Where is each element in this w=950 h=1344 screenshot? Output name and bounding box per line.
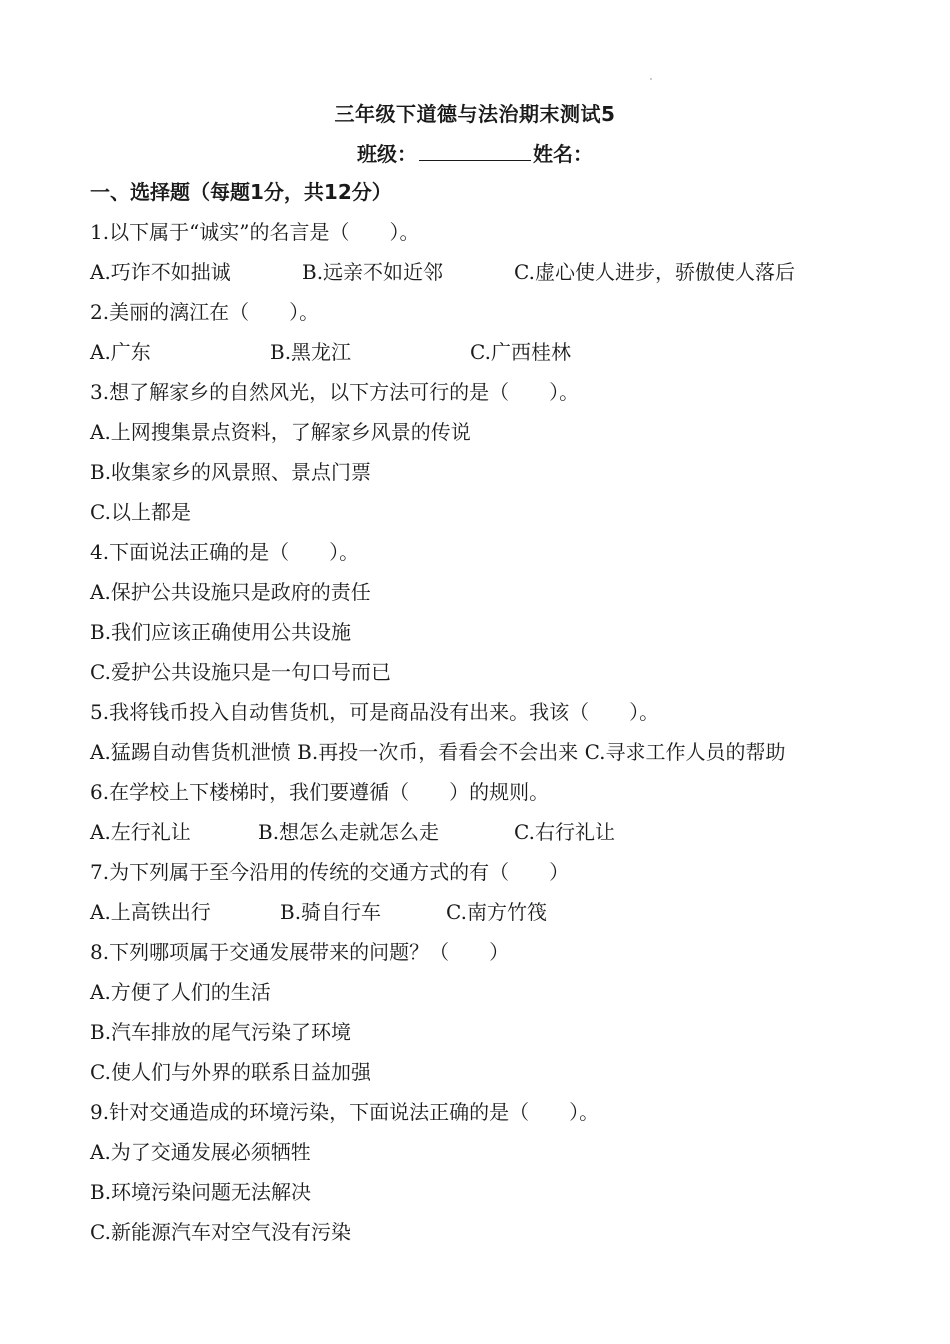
class-blank[interactable] [419,140,531,161]
q8-option-a[interactable]: A.方便了人们的生活 [90,980,271,1004]
q3-option-b[interactable]: B.收集家乡的风景照、景点门票 [90,460,372,484]
q8-option-c[interactable]: C.使人们与外界的联系日益加强 [90,1060,371,1084]
q6-option-b[interactable]: B.想怎么走就怎么走 [258,820,440,844]
q4-option-c[interactable]: C.爱护公共设施只是一句口号而已 [90,660,391,684]
q2-option-c[interactable]: C.广西桂林 [470,340,571,364]
q7-option-c[interactable]: C.南方竹筏 [446,900,547,924]
question-9-stem: 9.针对交通造成的环境污染，下面说法正确的是（ ）。 [90,1100,600,1124]
q8-option-b[interactable]: B.汽车排放的尾气污染了环境 [90,1020,352,1044]
question-8-stem: 8.下列哪项属于交通发展带来的问题？（ ） [90,940,510,964]
question-5-stem: 5.我将钱币投入自动售货机，可是商品没有出来。我该（ ）。 [90,700,660,724]
question-7-stem: 7.为下列属于至今沿用的传统的交通方式的有（ ） [90,860,570,884]
question-list [90,218,890,1258]
q7-option-b[interactable]: B.骑自行车 [280,900,382,924]
q7-option-a[interactable]: A.上高铁出行 [90,900,211,924]
question-4-stem: 4.下面说法正确的是（ ）。 [90,540,360,564]
q9-option-c[interactable]: C.新能源汽车对空气没有污染 [90,1220,351,1244]
q4-option-b[interactable]: B.我们应该正确使用公共设施 [90,620,352,644]
q9-option-b[interactable]: B.环境污染问题无法解决 [90,1180,312,1204]
question-7-options [90,898,890,938]
question-6-options [90,818,890,858]
class-name-row [0,140,950,168]
question-2-options [90,338,890,378]
section-heading: 一、选择题（每题1分，共12分） [90,180,392,204]
q3-option-c[interactable]: C.以上都是 [90,500,191,524]
question-2-stem: 2.美丽的漓江在（ ）。 [90,300,320,324]
q9-option-a[interactable]: A.为了交通发展必须牺牲 [90,1140,311,1164]
q6-option-c[interactable]: C.右行礼让 [514,820,615,844]
q1-option-c[interactable]: C.虚心使人进步，骄傲使人落后 [514,260,795,284]
scan-speck [650,78,652,80]
q3-option-a[interactable]: A.上网搜集景点资料，了解家乡风景的传说 [90,420,471,444]
q6-option-a[interactable]: A.左行礼让 [90,820,191,844]
q2-option-a[interactable]: A.广东 [90,340,151,364]
question-3-stem: 3.想了解家乡的自然风光，以下方法可行的是（ ）。 [90,380,580,404]
q1-option-a[interactable]: A.巧诈不如拙诚 [90,260,231,284]
class-label: 班级： [357,142,417,166]
q4-option-a[interactable]: A.保护公共设施只是政府的责任 [90,580,371,604]
page-title: 三年级下道德与法治期末测试5 [334,102,616,126]
question-5-options[interactable]: A.猛踢自动售货机泄愤 B.再投一次币，看看会不会出来 C.寻求工作人员的帮助 [90,740,786,764]
question-6-stem: 6.在学校上下楼梯时，我们要遵循（ ）的规则。 [90,780,550,804]
name-label: 姓名： [533,142,593,166]
question-1-stem: 1.以下属于“诚实”的名言是（ ）。 [90,220,420,244]
q1-option-b[interactable]: B.远亲不如近邻 [302,260,444,284]
question-1-options [90,258,890,298]
q2-option-b[interactable]: B.黑龙江 [270,340,352,364]
